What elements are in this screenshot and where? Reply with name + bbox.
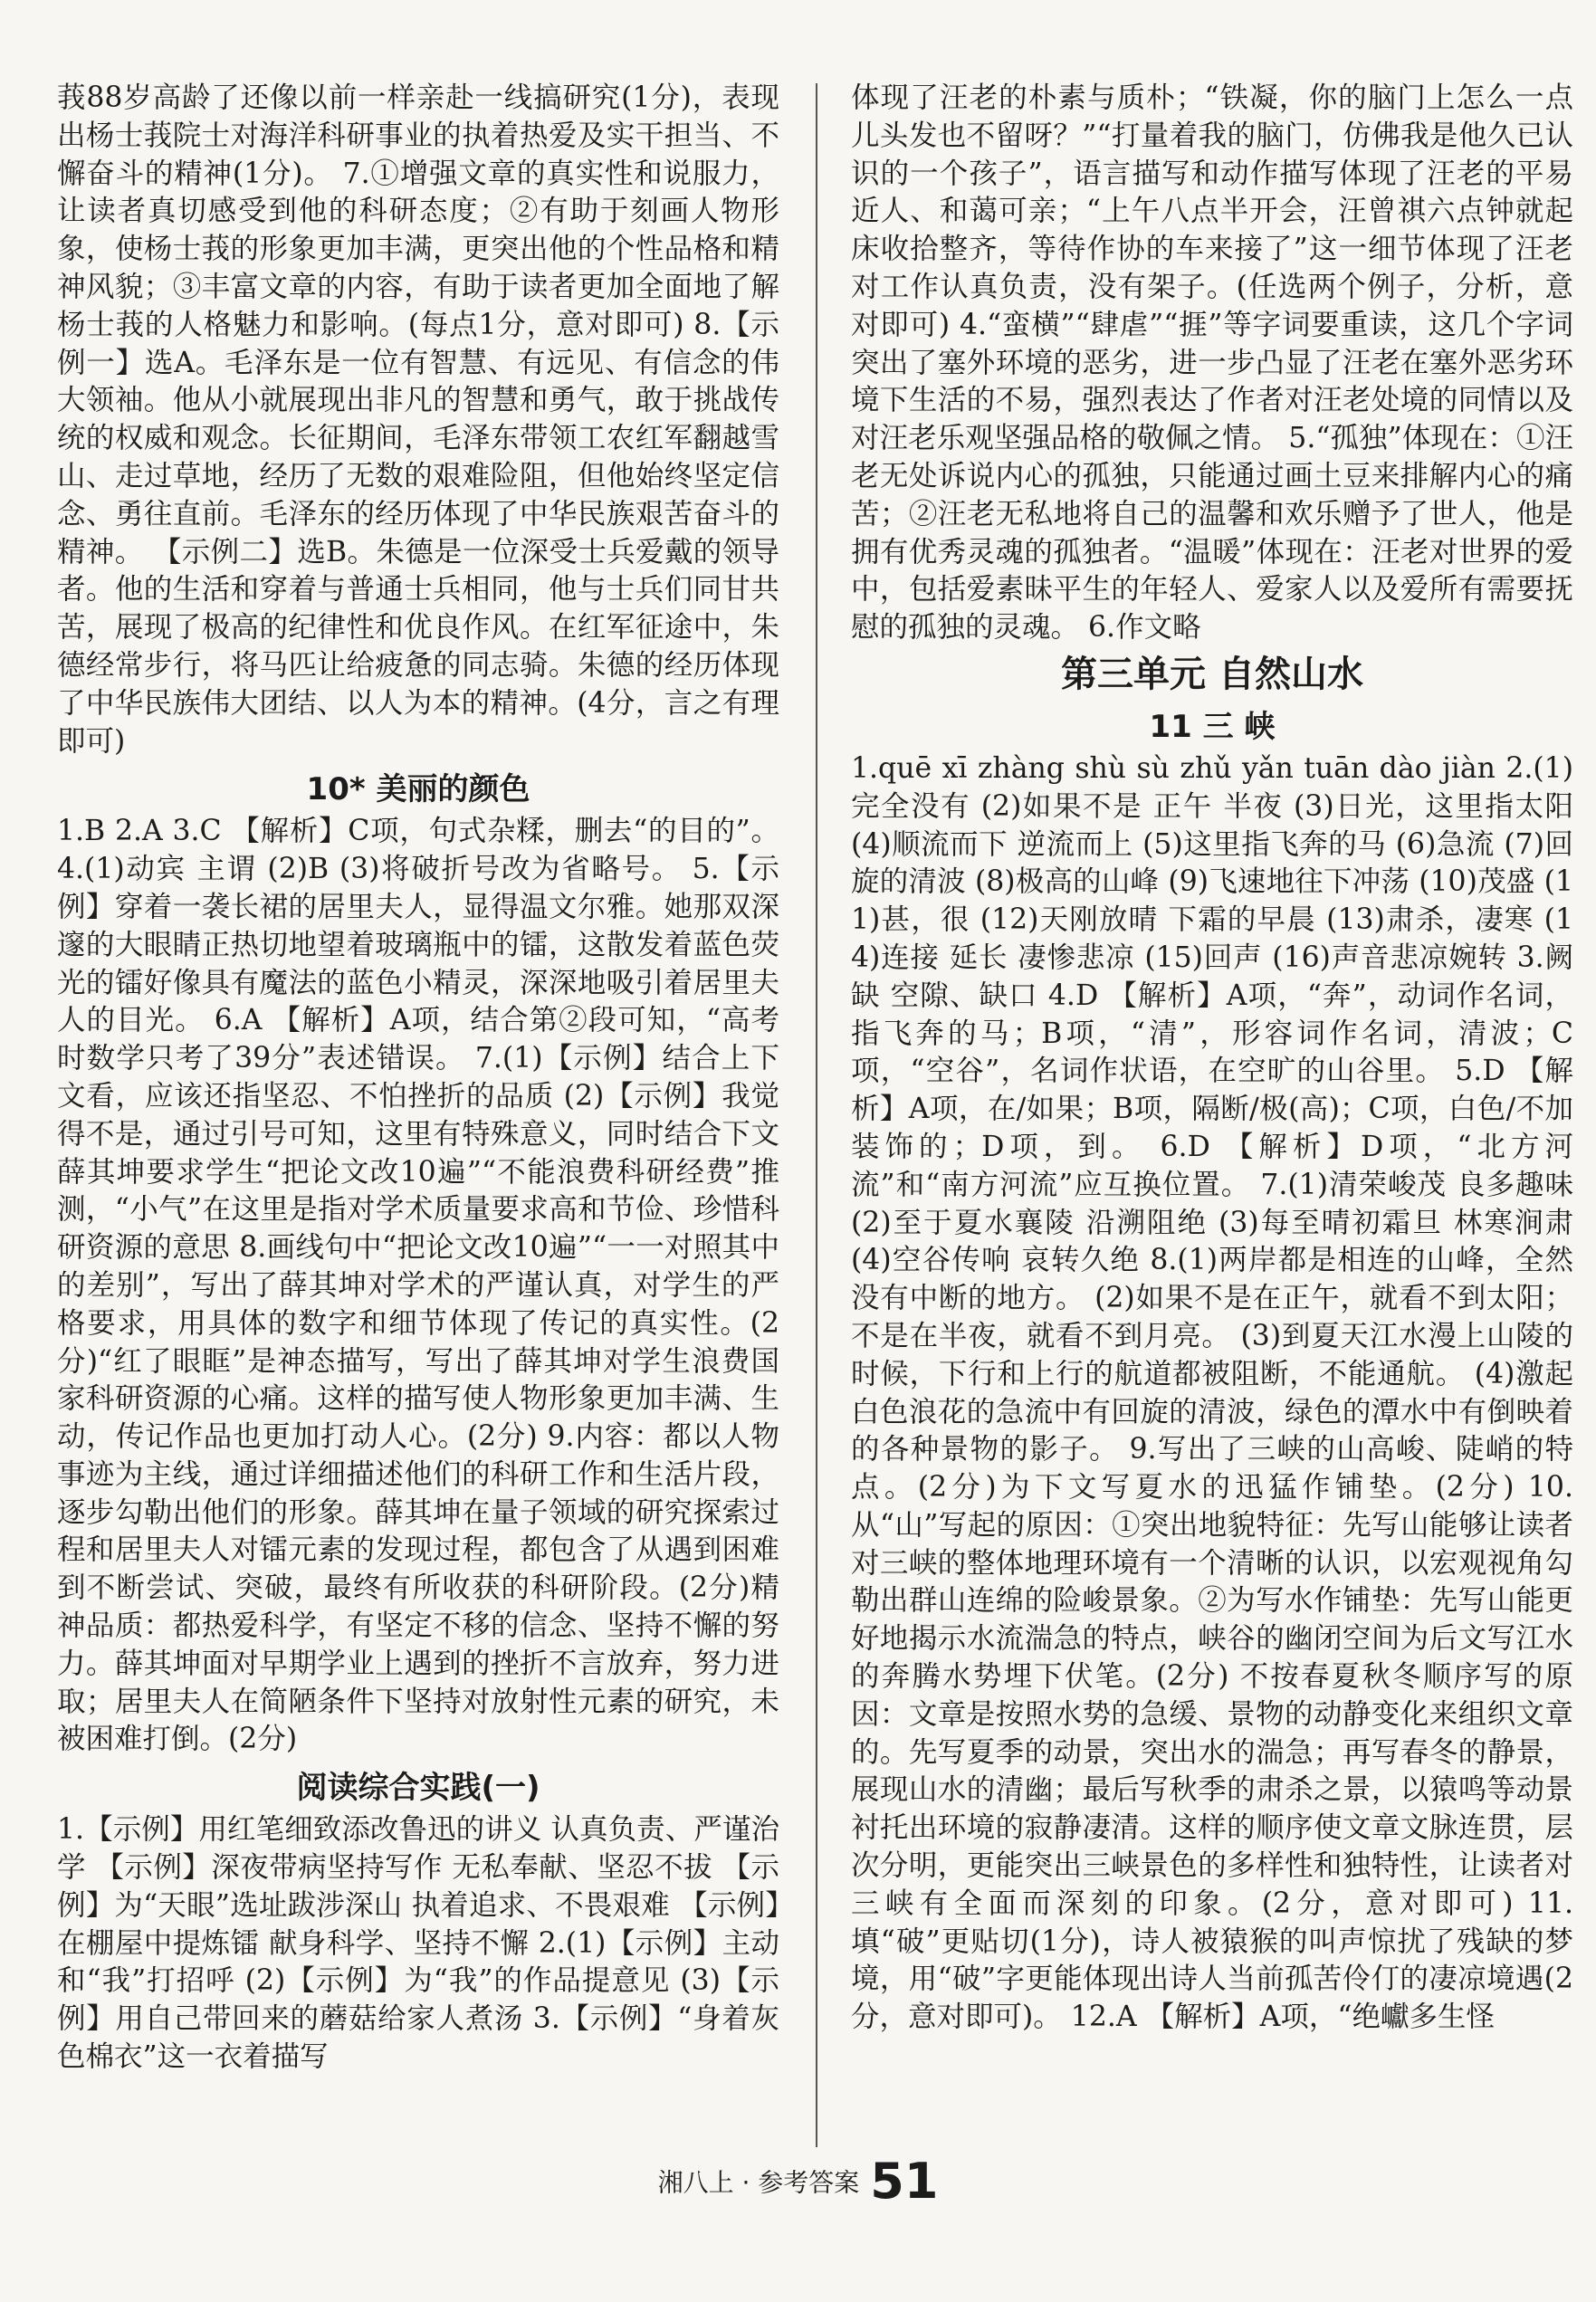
answer-text-section-10: 1.B 2.A 3.C 【解析】C项，句式杂糅，删去“的目的”。 4.(1)动宾 主谓 (2)B (3)将破折号改为省略号。 5.【示例】穿着一袭长裙的居里夫人，显得温文尔雅。她那双深邃的大眼睛正热切地望着玻璃瓶中的镭，这散发着蓝色荧光的镭好像具有魔法的蓝色小精灵，深深地吸引着居里夫人的目光。 6.A 【解析】A项，结合第②段可知，“高考时数学只考了39分”表述错误。 7.(1)【示例】结合上下文看，应该还指坚忍、不怕挫折的品质 (2)【示例】我觉得不是，通过引号可知，这里有特殊意义，同时结合下文薛其坤要求学生“把论文改10遍”“不能浪费科研经费”推测，“小气”在这里是指对学术质量要求高和节俭、珍惜科研资源的意思 8.画线句中“把论文改10遍”“一一对照其中的差别”，写出了薛其坤对学术的严谨认真，对学生的严格要求，用具体的数字和细节体现了传记的真实性。(2分)“红了眼眶”是神态描写，写出了薛其坤对学生浪费国家科研资源的心痛。这样的描写使人物形象更加丰满、生动，传记作品也更加打动人心。(2分) 9.内容：都以人物事迹为主线，通过详细描述他们的科研工作和生活片段，逐步勾勒出他们的形象。薛其坤在量子领域的研究探索过程和居里夫人对镭元素的发现过程，都包含了从遇到困难到不断尝试、突破，最终有所收获的科研阶段。(2分)精神品质：都热爱科学，有坚定不移的信念、坚持不懈的努力。薛其坤面对早期学业上遇到的挫折不言放弃，努力进取；居里夫人在简陋条件下坚持对放射性元素的研究，未被困难打倒。(2分) [57, 815, 789, 1756]
left-column [57, 80, 789, 2077]
answer-text-continued-right: 体现了汪老的朴素与质朴；“铁凝，你的脑门上怎么一点儿头发也不留呀？”“打量着我的脑门，仿佛我是他久已认识的一个孩子”，语言描写和动作描写体现了汪老的平易近人、和蔼可亲；“上午八点半开会，汪曾祺六点钟就起床收拾整齐，等待作协的车来接了”这一细节体现了汪老对工作认真负责，没有架子。(任选两个例子，分析，意对即可) 4.“蛮横”“肆虐”“捱”等字词要重读，这几个字词突出了塞外环境的恶劣，进一步凸显了汪老在塞外恶劣环境下生活的不易，强烈表达了作者对汪老处境的同情以及对汪老乐观坚强品格的敬佩之情。 5.“孤独”体现在：①汪老无处诉说内心的孤独，只能通过画土豆来排解内心的痛苦；②汪老无私地将自己的温馨和欢乐赠予了世人，他是拥有优秀灵魂的孤独者。“温暖”体现在：汪老对世界的爱中，包括爱素昧平生的年轻人、爱家人以及爱所有需要抚慰的孤独的灵魂。 6.作文略 [851, 81, 1573, 645]
lesson-title-three-gorges: 11 三 峡 [1149, 708, 1276, 745]
footer-label: 湘八上 · 参考答案 [657, 2167, 860, 2198]
page-footer [0, 2153, 1596, 2210]
answer-text-reading-practice: 1.【示例】用红笔细致添改鲁迅的讲义 认真负责、严谨治学 【示例】深夜带病坚持写作 无私奉献、坚忍不拔 【示例】为“天眼”选址跋涉深山 执着追求、不畏艰难 【示例】在棚屋中提炼镭 献身科学、坚持不懈 2.(1)【示例】主动和“我”打招呼 (2)【示例】为“我”的作品提意见 (3)【示例】用自己带回来的蘑菇给家人煮汤 3.【示例】“身着灰色棉衣”这一衣着描写 [57, 1813, 779, 2074]
answer-text-continued: 莪88岁高龄了还像以前一样亲赴一线搞研究(1分)，表现出杨士莪院士对海洋科研事业的执着热爱及实干担当、不懈奋斗的精神(1分)。 7.①增强文章的真实性和说服力，让读者真切感受到他的科研态度；②有助于刻画人物形象，使杨士莪的形象更加丰满，更突出他的个性品格和精神风貌；③丰富文章的内容，有助于读者更加全面地了解杨士莪的人格魅力和影响。(每点1分，意对即可) 8.【示例一】选A。毛泽东是一位有智慧、有远见、有信念的伟大领袖。他从小就展现出非凡的智慧和勇气，敢于挑战传统的权威和观念。长征期间，毛泽东带领工农红军翻越雪山、走过草地，经历了无数的艰难险阻，但他始终坚定信念、勇往直前。毛泽东的经历体现了中华民族艰苦奋斗的精神。 【示例二】选B。朱德是一位深受士兵爱戴的领导者。他的生活和穿着与普通士兵相同，他与士兵们同甘共苦，展现了极高的纪律性和优良作风。在红军征途中，朱德经常步行，将马匹让给疲惫的同志骑。朱德的经历体现了中华民族伟大团结、以人为本的精神。(4分，言之有理即可) [57, 81, 779, 758]
page-number: 51 [870, 2153, 939, 2210]
section-title-beautiful-colors: 10* 美丽的颜色 [306, 771, 530, 808]
answer-text-lesson-11: 1.quē xī zhàng shù sù zhǔ yǎn tuān dào jiàn 2.(1)完全没有 (2)如果不是 正午 半夜 (3)日光，这里指太阳 (4)顺流而下 逆流而上 (5)这里指飞奔的马 (6)急流 (7)回旋的清波 (8)极高的山峰 (9)飞速地往下冲荡 (10)茂盛 (11)甚，很 (12)天刚放晴 下霜的早晨 (13)肃杀，凄寒 (14)连接 延长 凄惨悲凉 (15)回声 (16)声音悲凉婉转 3.阙 缺 空隙、缺口 4.D 【解析】A项，“奔”，动词作名词，指飞奔的马；B项，“清”，形容词作名词，清波；C项，“空谷”，名词作状语，在空旷的山谷里。 5.D 【解析】A项，在/如果；B项，隔断/极(高)；C项，白色/不加装饰的；D项，到。 6.D 【解析】D项，“北方河流”和“南方河流”应互换位置。 7.(1)清荣峻茂 良多趣味 (2)至于夏水襄陵 沿溯阻绝 (3)每至晴初霜旦 林寒涧肃 (4)空谷传响 哀转久绝 8.(1)两岸都是相连的山峰，全然没有中断的地方。 (2)如果不是在正午，就看不到太阳；不是在半夜，就看不到月亮。 (3)到夏天江水漫上山陵的时候，下行和上行的航道都被阻断，不能通航。 (4)激起白色浪花的急流中有回旋的清波，绿色的潭水中有倒映着的各种景物的影子。 9.写出了三峡的山高峻、陡峭的特点。(2分)为下文写夏水的迅猛作铺垫。(2分) 10.从“山”写起的原因：①突出地貌特征：先写山能够让读者对三峡的整体地理环境有一个清晰的认识，以宏观视角勾勒出群山连绵的险峻景象。②为写水作铺垫：先写山能更好地揭示水流湍急的特点，峡谷的幽闭空间为后文写江水的奔腾水势埋下伏笔。(2分) 不按春夏秋冬顺序写的原因：文章是按照水势的急缓、景物的动静变化来组织文章的。先写夏季的动景，突出水的湍急；再写春冬的静景，展现山水的清幽；最后写秋季的肃杀之景，以猿鸣等动景衬托出环境的寂静凄清。这样的顺序使文章文脉连贯，层次分明，更能突出三峡景色的多样性和独特性，让读者对三峡有全面而深刻的印象。(2分，意对即可) 11.填“破”更贴切(1分)，诗人被猿猴的叫声惊扰了残缺的梦境，用“破”字更能体现出诗人当前孤苦伶仃的凄凉境遇(2分，意对即可)。 12.A 【解析】A项，“绝巘多生怪 [851, 751, 1583, 2034]
section-title-reading-practice: 阅读综合实践(一) [296, 1770, 540, 1807]
right-column [851, 80, 1583, 2037]
column-divider [816, 83, 817, 2147]
unit-title: 第三单元 自然山水 [1061, 653, 1363, 695]
